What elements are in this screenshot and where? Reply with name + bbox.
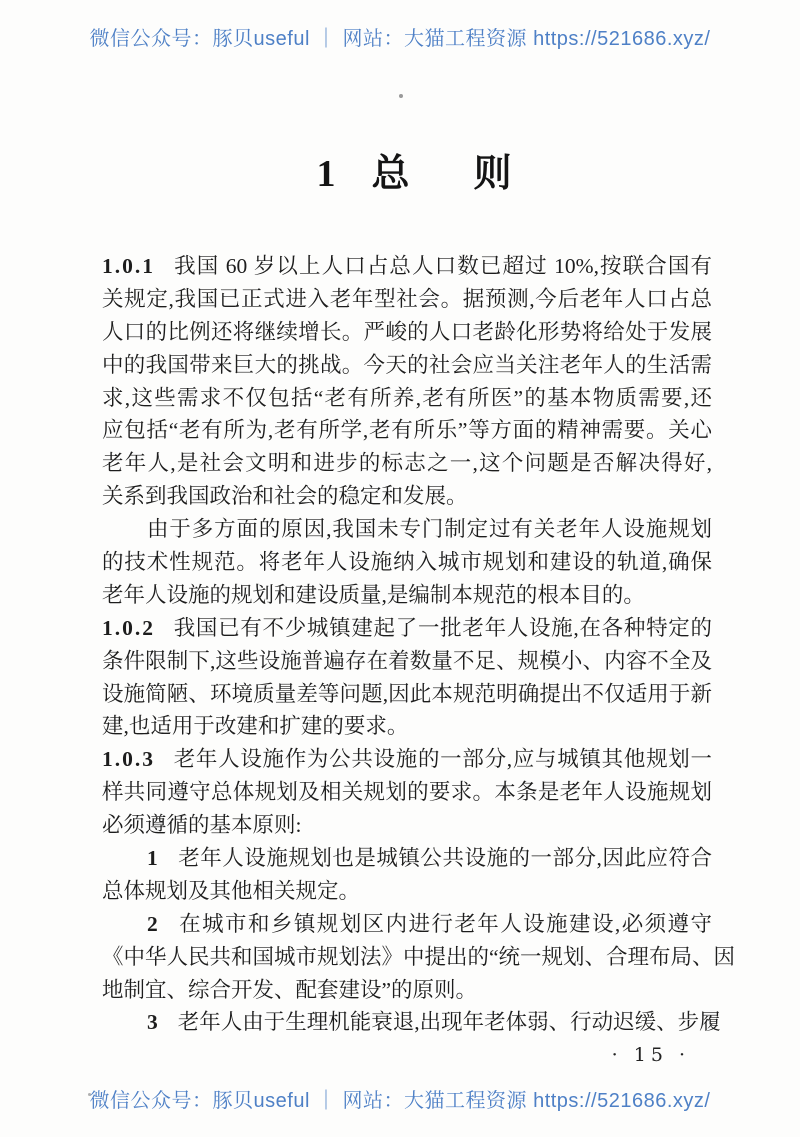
body-line-text: 设施简陋、环境质量差等问题,因此本规范明确提出不仅适用于新 xyxy=(102,681,712,706)
clause-label: 1.0.1 xyxy=(102,254,155,278)
chapter-title xyxy=(14,142,800,197)
body-line xyxy=(102,283,712,316)
body-line-text: 《中华人民共和国城市规划法》中提出的“统一规划、合理布局、因 xyxy=(102,944,736,969)
body-line-text: 地制宜、综合开发、配套建设”的原则。 xyxy=(102,977,478,1002)
body-line xyxy=(102,776,712,809)
body-line xyxy=(102,743,712,776)
body-line-text: 中的我国带来巨大的挑战。今天的社会应当关注老年人的生活需 xyxy=(102,352,712,377)
body-line xyxy=(102,612,712,645)
body-line xyxy=(102,513,712,546)
body-line-text: 由于多方面的原因,我国未专门制定过有关老年人设施规划 xyxy=(147,517,712,542)
body-line-text: 的技术性规范。将老年人设施纳入城市规划和建设的轨道,确保 xyxy=(102,550,712,575)
body-line xyxy=(102,414,712,447)
body-line-text: 老年人设施规划也是城镇公共设施的一部分,因此应符合 xyxy=(177,846,712,871)
body-line-text: 关规定,我国已正式进入老年型社会。据预测,今后老年人口占总 xyxy=(102,286,712,311)
body-line xyxy=(102,710,712,743)
body-line-text: 关系到我国政治和社会的稳定和发展。 xyxy=(102,484,468,509)
clause-label: 1.0.3 xyxy=(102,747,155,772)
body-line xyxy=(102,349,712,382)
page-number: · 15 · xyxy=(611,1044,690,1066)
body-line-text: 在城市和乡镇规划区内进行老年人设施建设,必须遵守 xyxy=(177,911,712,936)
body-line-text: 应包括“老有所为,老有所学,老有所乐”等方面的精神需要。关心 xyxy=(102,418,712,443)
clause-label: 1.0.2 xyxy=(102,615,155,640)
body-line-text: 总体规划及其他相关规定。 xyxy=(102,878,361,903)
scan-artifact-dot xyxy=(399,94,403,98)
body-line xyxy=(102,941,736,974)
clause-label: 2 xyxy=(147,911,160,936)
clause-label: 3 xyxy=(147,1010,160,1035)
body-line-text: 人口的比例还将继续增长。严峻的人口老龄化形势将给处于发展 xyxy=(102,319,712,344)
body-line-text: 老年人,是社会文明和进步的标志之一,这个问题是否解决得好, xyxy=(102,451,712,476)
body-line xyxy=(102,480,712,513)
body-line-text: 求,这些需求不仅包括“老有所养,老有所医”的基本物质需要,还 xyxy=(102,385,712,410)
body-line-text: 样共同遵守总体规划及相关规划的要求。本条是老年人设施规划 xyxy=(102,780,712,805)
body-line xyxy=(102,974,712,1007)
body-line xyxy=(102,579,712,612)
body-line-text: 我国 60 岁以上人口占总人口数已超过 10%,按联合国有 xyxy=(173,254,712,278)
body-line-text: 我国已有不少城镇建起了一批老年人设施,在各种特定的 xyxy=(173,615,712,640)
body-line xyxy=(102,250,712,283)
body-line xyxy=(102,809,712,842)
body-line-text: 老年人设施作为公共设施的一部分,应与城镇其他规划一 xyxy=(173,747,712,772)
body-line-text: 老年人由于生理机能衰退,出现年老体弱、行动迟缓、步履 xyxy=(177,1010,721,1035)
body-line-text: 老年人设施的规划和建设质量,是编制本规范的根本目的。 xyxy=(102,582,645,607)
chapter-number: 1 xyxy=(316,153,336,195)
body-line-text: 条件限制下,这些设施普遍存在着数量不足、规模小、内容不全及 xyxy=(102,648,712,673)
body-line xyxy=(102,842,712,875)
chapter-title-char-2: 则 xyxy=(473,153,512,195)
body-line-text: 必须遵循的基本原则: xyxy=(102,813,302,838)
body-line xyxy=(102,678,712,711)
clause-label: 1 xyxy=(147,846,160,871)
body-line xyxy=(102,447,712,480)
body-line xyxy=(102,908,712,941)
body-line-text: 建,也适用于改建和扩建的要求。 xyxy=(102,714,409,739)
body-line xyxy=(102,875,712,908)
body-line xyxy=(102,382,712,415)
watermark-footer: 微信公众号：豚贝useful ｜ 网站：大猫工程资源 https://521686.xyz/ xyxy=(89,1090,711,1112)
body-line xyxy=(102,546,712,579)
body-line xyxy=(102,645,712,678)
body-line xyxy=(102,1006,721,1039)
watermark-header: 微信公众号：豚贝useful ｜ 网站：大猫工程资源 https://521686.xyz/ xyxy=(89,28,711,50)
body-line xyxy=(102,316,712,349)
chapter-title-char-1: 总 xyxy=(371,153,410,195)
body-text xyxy=(102,250,736,1039)
